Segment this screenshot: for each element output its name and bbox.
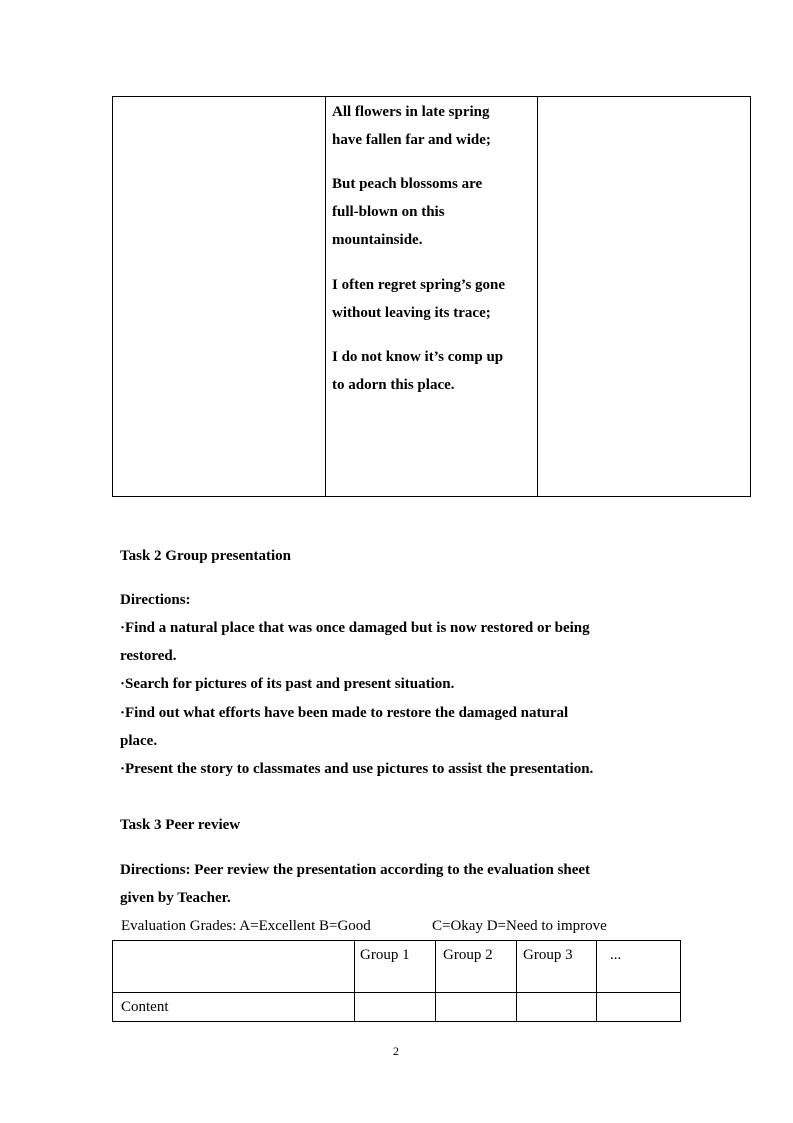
task2-line: restored.	[120, 648, 177, 664]
table-divider	[596, 940, 597, 1022]
header-group-1: Group 1	[360, 947, 410, 963]
task2-line: ·Present the story to classmates and use pictures to assist the presentation.	[120, 761, 594, 777]
poem-line: All flowers in late spring	[332, 104, 490, 120]
evaluation-grades: C=Okay D=Need to improve	[432, 918, 607, 934]
task2-line: ·Search for pictures of its past and present situation.	[120, 676, 455, 692]
header-more: ...	[610, 947, 622, 963]
table-divider	[537, 96, 538, 497]
poem-line: I often regret spring’s gone	[332, 277, 506, 293]
table-divider	[516, 940, 517, 1022]
task2-line: ·Find a natural place that was once damaged but is now restored or being	[120, 620, 590, 636]
table-divider	[325, 96, 326, 497]
poem-line: have fallen far and wide;	[332, 132, 491, 148]
task3-directions: Directions: Peer review the presentation according to the evaluation sheet	[120, 862, 591, 878]
poem-line: mountainside.	[332, 232, 423, 248]
table-divider	[354, 940, 355, 1022]
poem-table	[112, 96, 751, 497]
table-divider	[435, 940, 436, 1022]
page-number: 2	[393, 1044, 399, 1058]
poem-line: I do not know it’s comp up	[332, 349, 504, 365]
header-group-3: Group 3	[523, 947, 573, 963]
poem-line: But peach blossoms are	[332, 176, 483, 192]
task2-title: Task 2 Group presentation	[120, 548, 292, 564]
poem-line: without leaving its trace;	[332, 305, 491, 321]
task3-title: Task 3 Peer review	[120, 817, 241, 833]
poem-line: to adorn this place.	[332, 377, 455, 393]
poem-line: full-blown on this	[332, 204, 445, 220]
task2-directions-label: Directions:	[120, 592, 191, 608]
header-group-2: Group 2	[443, 947, 493, 963]
task3-directions: given by Teacher.	[120, 890, 231, 906]
task2-line: place.	[120, 733, 158, 749]
evaluation-grades: Evaluation Grades: A=Excellent B=Good	[121, 918, 371, 934]
row-label-content: Content	[121, 999, 169, 1015]
task2-line: ·Find out what efforts have been made to restore the damaged natural	[120, 705, 569, 721]
